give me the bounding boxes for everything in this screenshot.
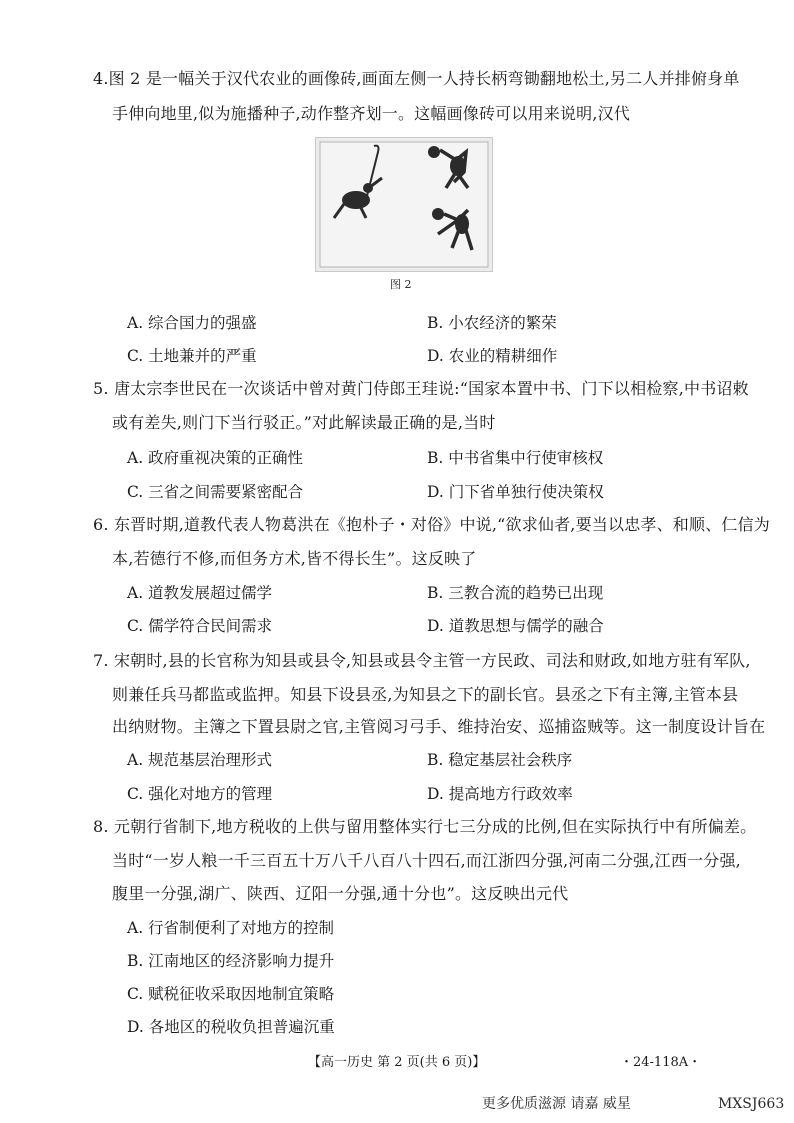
- q7-stem-line-3: 出纳财物。主簿之下置县尉之官,主管阅习弓手、维持治安、巡捕盗贼等。这一制度设计旨在: [112, 717, 766, 736]
- q5-stem-line-1: 5. 唐太宗李世民在一次谈话中曾对黄门侍郎王珪说:“国家本置中书、门下以相检察,中书诏敕: [93, 379, 749, 398]
- q7-option-b[interactable]: B. 稳定基层社会秩序: [427, 751, 573, 769]
- q8-option-d[interactable]: D. 各地区的税收负担普遍沉重: [127, 1018, 335, 1036]
- figure-2-caption: 图 2: [390, 278, 412, 291]
- q6-option-c[interactable]: C. 儒学符合民间需求: [127, 617, 273, 635]
- q8-stem-line-1: 8. 元朝行省制下,地方税收的上供与留用整体实行七三分成的比例,但在实际执行中有所偏差。: [93, 817, 757, 836]
- q4-option-d[interactable]: D. 农业的精耕细作: [427, 347, 558, 365]
- q4-option-c[interactable]: C. 土地兼并的严重: [127, 347, 257, 365]
- q8-stem-line-3: 腹里一分强,湖广、陕西、辽阳一分强,通十分也”。这反映出元代: [112, 884, 569, 903]
- q8-stem-line-2: 当时“一岁人粮一千三百五十万八千八百八十四石,而江浙四分强,河南二分强,江西一分强,: [112, 851, 741, 870]
- watermark-text: 更多优质滋源 请嘉 威星: [482, 1096, 631, 1112]
- q6-option-d[interactable]: D. 道教思想与儒学的融合: [427, 617, 604, 635]
- q5-option-d[interactable]: D. 门下省单独行使决策权: [427, 483, 604, 501]
- q8-option-a[interactable]: A. 行省制便利了对地方的控制: [127, 919, 335, 937]
- q4-option-b[interactable]: B. 小农经济的繁荣: [427, 314, 557, 332]
- q7-option-c[interactable]: C. 强化对地方的管理: [127, 785, 273, 803]
- farming-scene-illustration: [316, 138, 492, 271]
- q8-option-c[interactable]: C. 赋税征收采取因地制宜策略: [127, 985, 335, 1003]
- q4-option-a[interactable]: A. 综合国力的强盛: [127, 314, 257, 332]
- page-footer-label: 【高一历史 第 2 页(共 6 页)】: [308, 1055, 486, 1070]
- q7-stem-line-2: 则兼任兵马都监或监押。知县下设县丞,为知县之下的副长官。县丞之下有主簿,主管本县: [112, 685, 739, 704]
- watermark-code: MXSJ663: [718, 1096, 785, 1112]
- q7-option-a[interactable]: A. 规范基层治理形式: [127, 751, 273, 769]
- q6-option-b[interactable]: B. 三教合流的趋势已出现: [427, 584, 604, 602]
- q6-stem-line-1: 6. 东晋时期,道教代表人物葛洪在《抱朴子・对俗》中说,“欲求仙者,要当以忠孝、和顺、仁信为: [93, 515, 770, 534]
- q7-option-d[interactable]: D. 提高地方行政效率: [427, 785, 573, 803]
- q6-option-a[interactable]: A. 道教发展超过儒学: [127, 584, 273, 602]
- q8-option-b[interactable]: B. 江南地区的经济影响力提升: [127, 952, 335, 970]
- q6-stem-line-2: 本,若德行不修,而但务方术,皆不得长生”。这反映了: [112, 549, 477, 568]
- q5-option-c[interactable]: C. 三省之间需要紧密配合: [127, 483, 304, 501]
- q4-stem-line-2: 手伸向地里,似为施播种子,动作整齐划一。这幅画像砖可以用来说明,汉代: [112, 104, 631, 123]
- q5-stem-line-2: 或有差失,则门下当行驳正。”对此解读最正确的是,当时: [112, 413, 496, 432]
- q7-stem-line-1: 7. 宋朝时,县的长官称为知县或县令,知县或县令主管一方民政、司法和财政,如地方驻有军队,: [93, 651, 751, 670]
- q5-option-a[interactable]: A. 政府重视决策的正确性: [127, 449, 304, 467]
- figure-2-brick-relief: [315, 137, 493, 272]
- q4-stem-line-1: 4.图 2 是一幅关于汉代农业的画像砖,画面左侧一人持长柄弯锄翻地松土,另二人并排俯身单: [93, 69, 740, 88]
- paper-code: ・24-118A・: [620, 1055, 702, 1070]
- q5-option-b[interactable]: B. 中书省集中行使审核权: [427, 449, 604, 467]
